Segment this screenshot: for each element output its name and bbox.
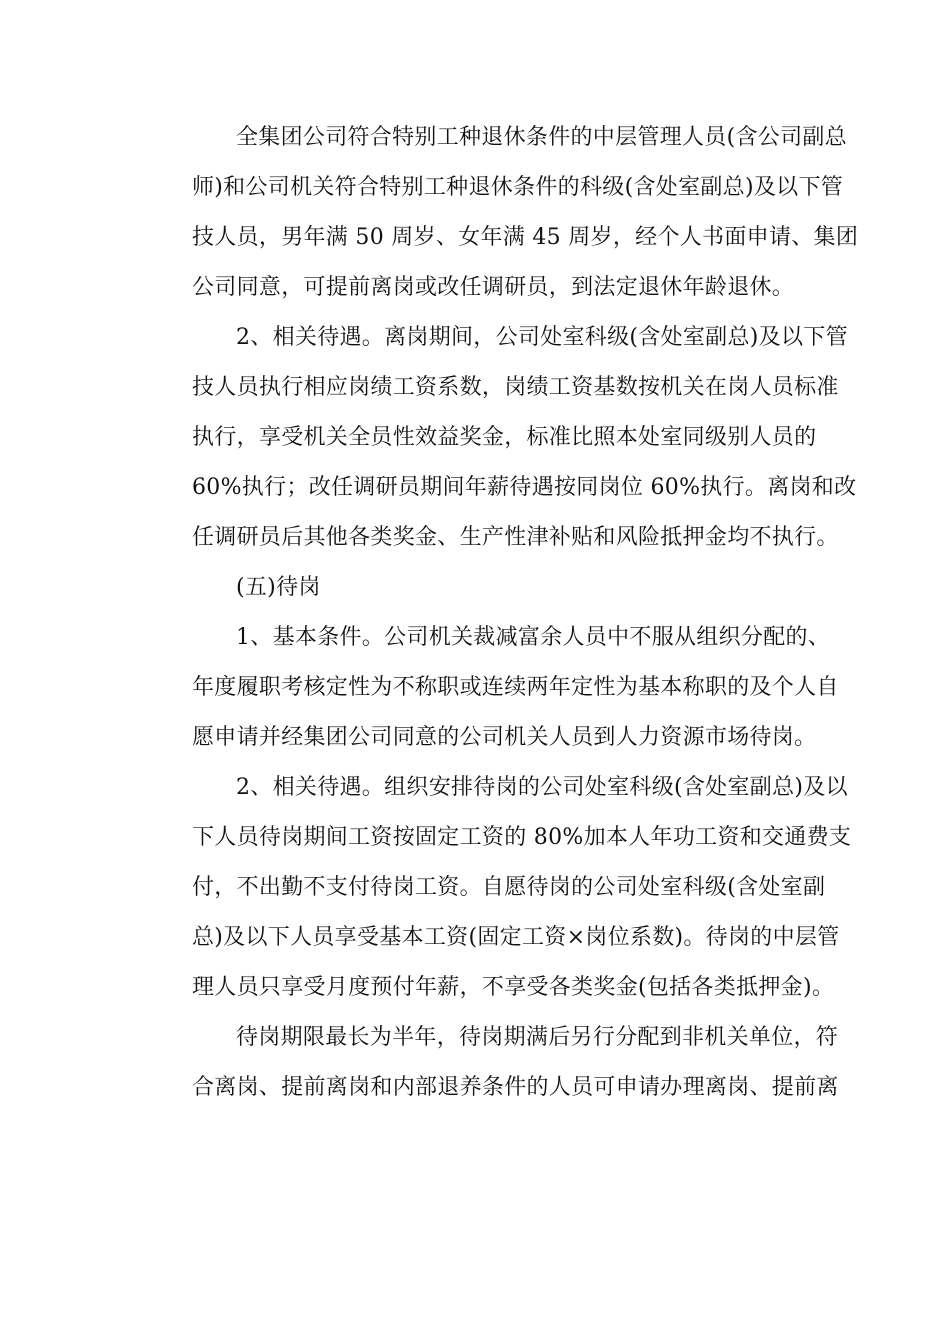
text-line: 愿申请并经集团公司同意的公司机关人员到人力资源市场待岗。 (192, 725, 817, 750)
text-line: 1、基本条件。公司机关裁减富余人员中不服从组织分配的、 (236, 625, 831, 650)
text-line: 任调研员后其他各类奖金、生产性津补贴和风险抵押金均不执行。 (192, 525, 839, 550)
text-line: 付，不出勤不支付待岗工资。自愿待岗的公司处室科级(含处室副 (192, 875, 826, 900)
section-heading-standby (148, 563, 804, 613)
paragraph-early-retirement-conditions (148, 113, 859, 313)
text-line: 理人员只享受月度预付年薪，不享受各类奖金(包括各类抵押金)。 (192, 975, 835, 1000)
text-line: 60%执行；改任调研员期间年薪待遇按同岗位 60%执行。离岗和改 (192, 475, 857, 500)
text-line: 2、相关待遇。组织安排待岗的公司处室科级(含处室副总)及以 (236, 775, 848, 800)
paragraph-standby-conditions (148, 613, 839, 763)
document-body (148, 113, 859, 1113)
text-line: 技人员执行相应岗绩工资系数，岗绩工资基数按机关在岗人员标准 (192, 375, 839, 400)
paragraph-standby-benefits (148, 763, 852, 1013)
text-line: 执行，享受机关全员性效益奖金，标准比照本处室同级别人员的 (192, 425, 817, 450)
text-line: 2、相关待遇。离岗期间，公司处室科级(含处室副总)及以下管 (236, 325, 848, 350)
text-line: 师)和公司机关符合特别工种退休条件的科级(含处室副总)及以下管 (192, 175, 844, 200)
paragraph-leave-post-benefits (148, 313, 857, 563)
text-line: 待岗期限最长为半年，待岗期满后另行分配到非机关单位，符 (236, 1025, 839, 1050)
text-line: 总)及以下人员享受基本工资(固定工资×岗位系数)。待岗的中层管 (192, 925, 840, 950)
text-line: 技人员，男年满 50 周岁、女年满 45 周岁，经个人书面申请、集团 (192, 225, 859, 250)
text-line: 年度履职考核定性为不称职或连续两年定性为基本称职的及个人自 (192, 675, 839, 700)
text-line: 下人员待岗期间工资按固定工资的 80%加本人年功工资和交通费支 (192, 825, 852, 850)
paragraph-standby-term (148, 1013, 839, 1113)
text-line: 公司同意，可提前离岗或改任调研员，到法定退休年龄退休。 (192, 275, 795, 300)
text-line: 合离岗、提前离岗和内部退养条件的人员可申请办理离岗、提前离 (192, 1075, 839, 1100)
section-heading: (五)待岗 (236, 575, 321, 600)
text-line: 全集团公司符合特别工种退休条件的中层管理人员(含公司副总 (236, 125, 847, 150)
